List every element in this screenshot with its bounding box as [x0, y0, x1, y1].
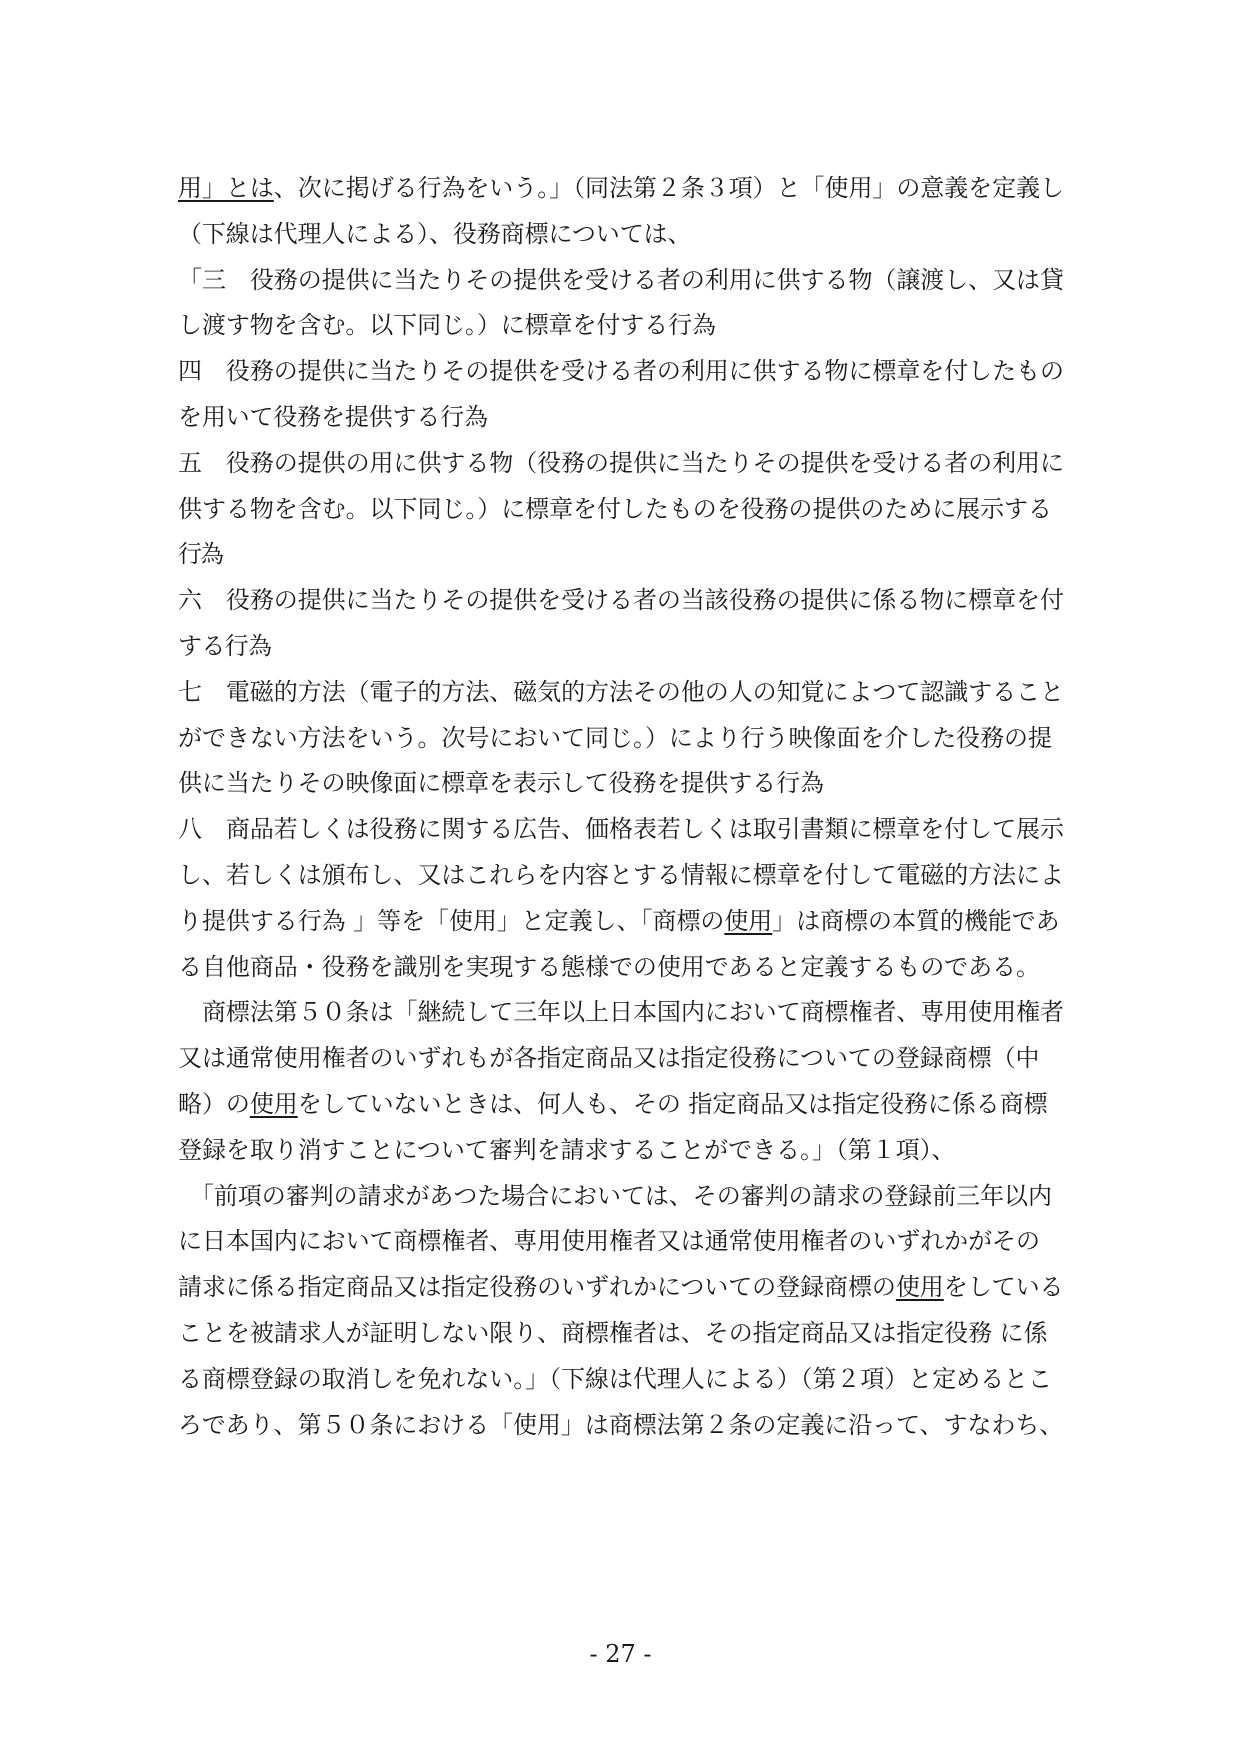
text-line: [178, 992, 1118, 1032]
text-line: [178, 214, 1118, 254]
text-run: 、次に掲げる行為をいう。」（同法第２条３項）と「使用」の意義を定義し: [273, 174, 1064, 202]
text-run: 請求に係る指定商品又は指定役務のいずれかについての登録商標の: [178, 1273, 896, 1301]
text-run: 登録を取り消すことについて審判を請求することができる。」（第１項）、: [178, 1136, 956, 1164]
text-run: 商標法第５０条は「継続して三年以上日本国内において商標権者、専用使用権者: [178, 998, 1064, 1026]
text-run: 「前項の審判の請求があつた場合においては、その審判の請求の登録前三年以内: [178, 1182, 1052, 1210]
text-run: 八 商品若しくは役務に関する広告、価格表若しくは取引書類に標章を付して展示: [178, 815, 1064, 843]
text-run: 又は通常使用権者のいずれもが各指定商品又は指定役務についての登録商標（中: [178, 1044, 1040, 1072]
text-line: [178, 1405, 1118, 1445]
underlined-text: 使用: [724, 907, 773, 935]
text-run: 五 役務の提供の用に供する物（役務の提供に当たりその提供を受ける者の利用に: [178, 449, 1064, 477]
text-line: [178, 626, 1118, 666]
underlined-text: 使用: [249, 1090, 298, 1118]
text-run: ろであり、第５０条における「使用」は商標法第２条の定義に沿って、すなわち、: [178, 1411, 1064, 1439]
text-run: 四 役務の提供に当たりその提供を受ける者の利用に供する物に標章を付したもの: [178, 357, 1064, 385]
text-run: 供する物を含む。以下同じ。）に標章を付したものを役務の提供のために展示する: [178, 495, 1052, 523]
text-line: [178, 260, 1118, 300]
text-run: 七 電磁的方法（電子的方法、磁気的方法その他の人の知覚によつて認識すること: [178, 678, 1064, 706]
text-line: [178, 672, 1118, 712]
text-run: をしている: [943, 1273, 1064, 1301]
text-line: [178, 489, 1118, 529]
text-line: [178, 1084, 1118, 1124]
text-line: [178, 1267, 1118, 1307]
text-run: 供に当たりその映像面に標章を表示して役務を提供する行為: [178, 769, 824, 797]
text-run: に日本国内において商標権者、専用使用権者又は通常使用権者のいずれかがその: [178, 1227, 1040, 1255]
text-run: り提供する行為 」等を「使用」と定義し、「商標の: [178, 907, 725, 935]
text-line: [178, 901, 1118, 941]
underlined-text: 用」とは: [178, 174, 274, 202]
text-line: [178, 397, 1118, 437]
text-line: [178, 580, 1118, 620]
text-run: 」は商標の本質的機能であ: [772, 907, 1060, 935]
text-run: る商標登録の取消しを免れない。」（下線は代理人による）（第２項）と定めるとこ: [178, 1365, 1052, 1393]
text-line: [178, 1038, 1118, 1078]
text-run: （下線は代理人による）、役務商標については、: [178, 220, 692, 248]
text-run: 「三 役務の提供に当たりその提供を受ける者の利用に供する物（譲渡し、又は貸: [178, 266, 1064, 294]
text-run: し渡す物を含む。以下同じ。）に標章を付する行為: [178, 311, 716, 339]
page-number: - 27 -: [589, 1640, 652, 1668]
text-run: を用いて役務を提供する行為: [178, 403, 488, 431]
text-run: る自他商品・役務を識別を実現する態様での使用であると定義するものである。: [178, 953, 1040, 981]
text-line: [178, 1221, 1118, 1261]
underlined-text: 使用: [895, 1273, 944, 1301]
text-line: [178, 855, 1118, 895]
text-run: し、若しくは頒布し、又はこれらを内容とする情報に標章を付して電磁的方法によ: [178, 861, 1064, 889]
text-run: ことを被請求人が証明しない限り、商標権者は、その指定商品又は指定役務 に係: [178, 1319, 1048, 1347]
text-run: する行為: [178, 632, 272, 660]
text-line: [178, 168, 1118, 208]
text-line: [178, 809, 1118, 849]
text-line: [178, 534, 1118, 574]
text-run: ができない方法をいう。次号において同じ。）により行う映像面を介した役務の提: [178, 724, 1052, 752]
text-line: [178, 763, 1118, 803]
text-line: [178, 443, 1118, 483]
text-line: [178, 1176, 1118, 1216]
text-line: [178, 1313, 1118, 1353]
text-line: [178, 947, 1118, 987]
text-line: [178, 305, 1118, 345]
text-run: 六 役務の提供に当たりその提供を受ける者の当該役務の提供に係る物に標章を付: [178, 586, 1064, 614]
text-run: をしていないときは、何人も、その 指定商品又は指定役務に係る商標: [297, 1090, 1048, 1118]
text-run: 行為: [178, 540, 222, 568]
text-line: [178, 1359, 1118, 1399]
text-run: 略）の: [178, 1090, 250, 1118]
text-line: [178, 351, 1118, 391]
text-line: [178, 718, 1118, 758]
text-line: [178, 1130, 1118, 1170]
